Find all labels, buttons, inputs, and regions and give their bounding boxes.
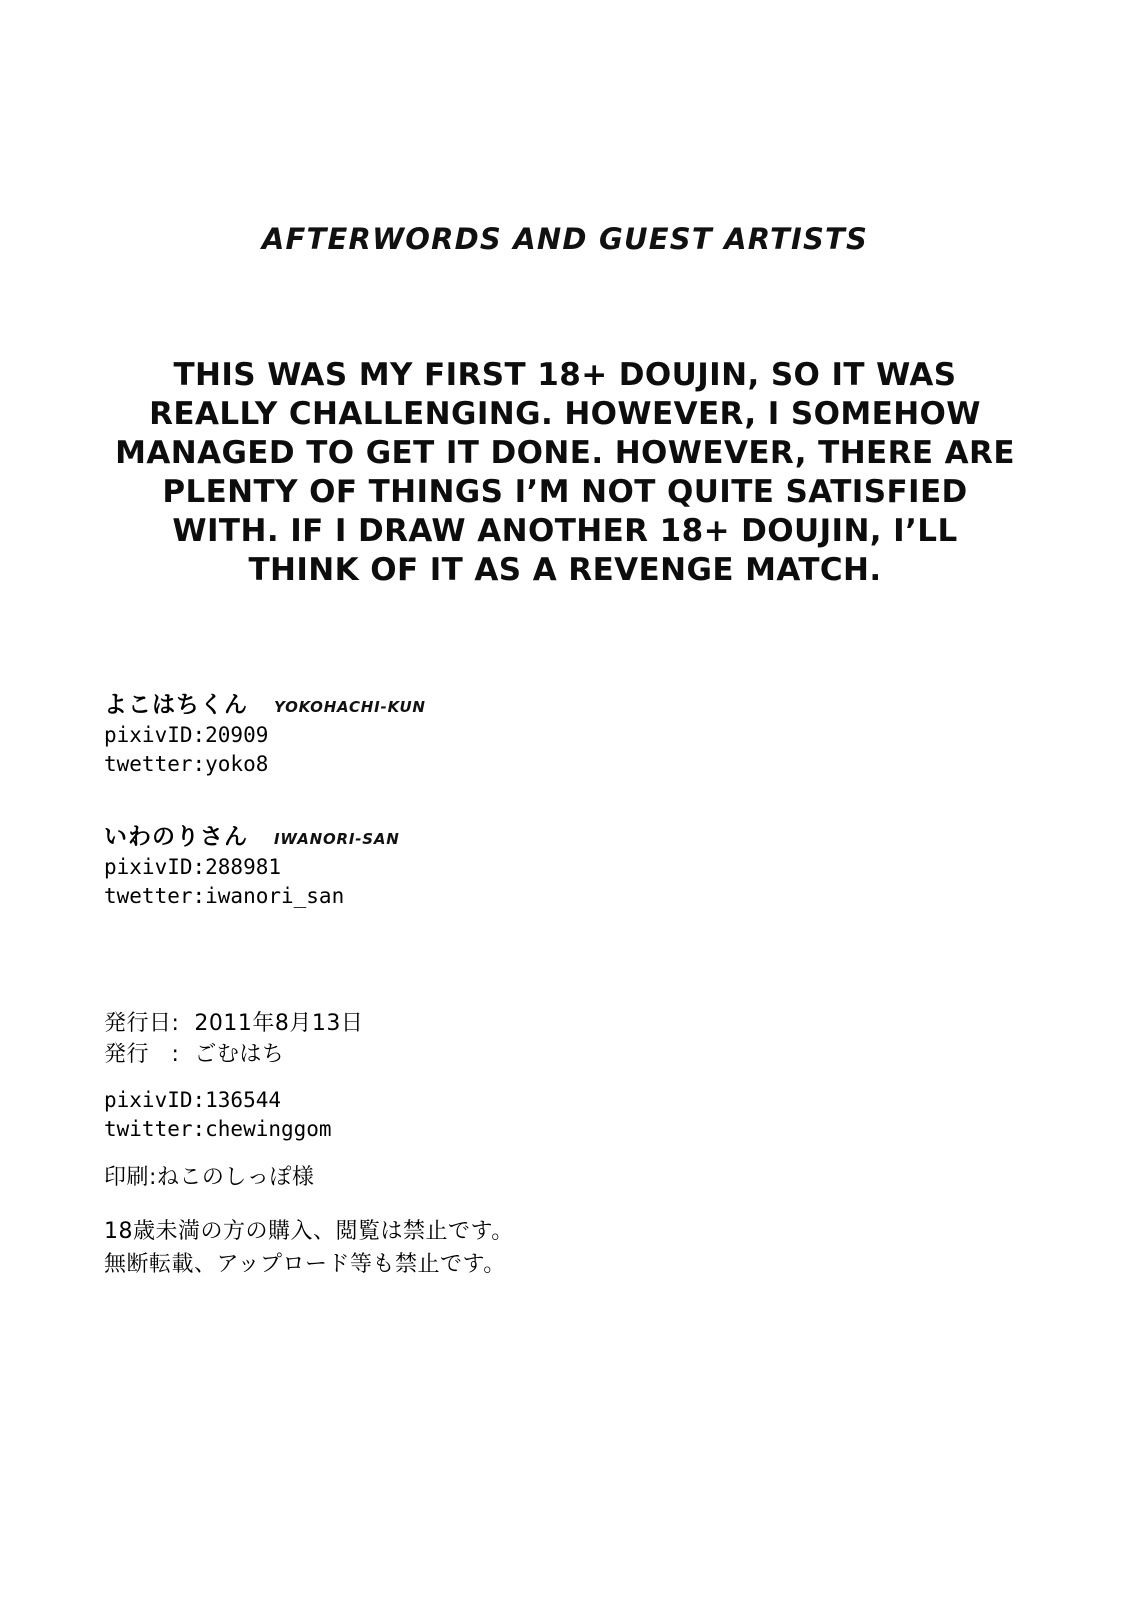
guest-twitter-handle: twetter:iwanori_san: [104, 884, 345, 908]
guest-artist-entry: [104, 818, 400, 911]
printer-name: 印刷:ねこのしっぽ様: [104, 1165, 315, 1190]
author-pixiv-id: pixivID:136544: [104, 1088, 282, 1112]
guest-twitter-handle: twetter:yoko8: [104, 752, 269, 776]
afterword-line: MANAGED TO GET IT DONE. HOWEVER, THERE ARE: [115, 435, 1015, 471]
printer-info: [104, 1162, 514, 1193]
guest-pixiv-id: pixivID:288981: [104, 855, 282, 879]
guest-artist-heading: [104, 686, 426, 719]
colophon: [104, 1008, 514, 1281]
publish-date: 発行日: 2011年8月13日: [104, 1011, 364, 1036]
author-twitter-handle: twitter:chewinggom: [104, 1117, 332, 1141]
guest-artist-heading: [104, 818, 400, 851]
guest-artist-entry: [104, 686, 426, 779]
publisher-name: 発行 : ごむはち: [104, 1042, 285, 1067]
afterword-line: THINK OF IT AS A REVENGE MATCH.: [248, 552, 882, 588]
guest-name-japanese: いわのりさん: [104, 824, 248, 850]
guest-name-japanese: よこはちくん: [104, 692, 248, 718]
afterword-line: PLENTY OF THINGS I’M NOT QUITE SATISFIED: [162, 474, 968, 510]
guest-name-romaji: IWANORI-SAN: [274, 830, 400, 848]
afterword-line: THIS WAS MY FIRST 18+ DOUJIN, SO IT WAS: [173, 357, 957, 393]
notice-line-1: 18歳未満の方の購入、閲覧は禁止です。: [104, 1219, 514, 1244]
notice-line-2: 無断転載、アップロード等も禁止です。: [104, 1252, 506, 1277]
afterword-line: REALLY CHALLENGING. HOWEVER, I SOMEHOW: [149, 396, 981, 432]
afterword-paragraph: [60, 356, 1070, 590]
afterword-line: WITH. IF I DRAW ANOTHER 18+ DOUJIN, I’LL: [172, 513, 958, 549]
guest-pixiv-id: pixivID:20909: [104, 723, 269, 747]
age-restriction-notice: [104, 1215, 514, 1281]
guest-name-romaji: YOKOHACHI-KUN: [274, 698, 426, 716]
page-title: AFTERWORDS AND GUEST ARTISTS: [261, 222, 869, 256]
colophon-contact: [104, 1086, 514, 1144]
